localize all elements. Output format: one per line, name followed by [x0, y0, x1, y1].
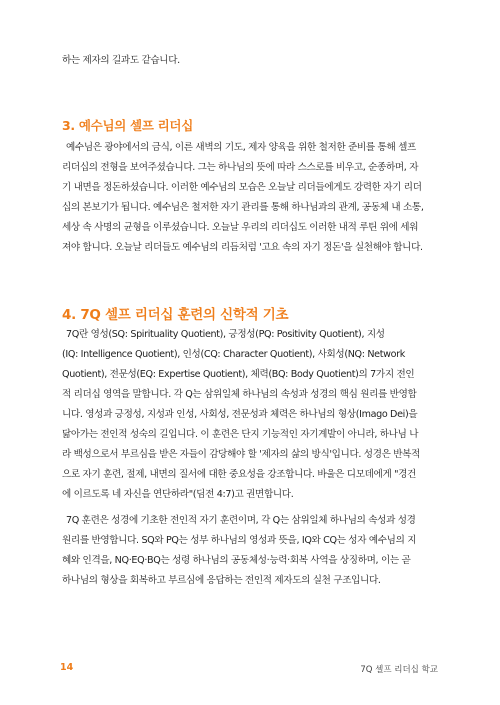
paragraph-line: (IQ: Intelligence Quotient), 인성(CQ: Character Quotient), 사회성(NQ: Network	[62, 349, 405, 360]
paragraph-line: 십의 본보기가 됩니다. 예수님은 철저한 자기 관리를 통해 하나님과의 관계, 공동체 내 소통,	[62, 202, 424, 213]
paragraph-line: 져야 합니다. 오늘날 리더들도 예수님의 리듬처럼 '고요 속의 자기 정돈'을 실천해야 합니다.	[62, 242, 423, 253]
paragraph-line: 에 이르도록 네 자신을 연단하라"(딤전 4:7)고 권면합니다.	[62, 489, 294, 500]
paragraph-line: 하나님의 형상을 회복하고 부르심에 응답하는 전인적 제자도의 실천 구조입니다.	[62, 575, 381, 586]
paragraph-line: 니다. 영성과 긍정성, 지성과 인성, 사회성, 전문성과 체력은 하나님의 형상(Imago Dei)을	[62, 409, 418, 420]
section-3-heading: 3. 예수님의 셀프 리더십	[62, 118, 193, 133]
paragraph-line: 7Q 훈련은 성경에 기초한 전인적 자기 훈련이며, 각 Q는 삼위일체 하나님의 속성과 성경	[66, 515, 416, 526]
section-4-heading: 4. 7Q 셀프 리더십 훈련의 신학적 기초	[62, 307, 289, 323]
top-text-line: 하는 제자의 길과도 같습니다.	[62, 55, 180, 66]
paragraph-line: 으로 자기 훈련, 절제, 내면의 질서에 대한 중요성을 강조합니다. 바울은 디모데에게 "경건	[62, 469, 416, 480]
paragraph-line: 리더십의 전형을 보여주셨습니다. 그는 하나님의 뜻에 따라 스스로를 비우고, 순종하며, 자	[62, 162, 419, 173]
page-number: 14	[60, 662, 74, 673]
paragraph-line: 적 리더십 영역을 말합니다. 각 Q는 삼위일체 하나님의 속성과 성경의 핵심 원리를 반영합	[62, 389, 417, 400]
paragraph-line: 예수님은 광야에서의 금식, 이른 새벽의 기도, 제자 양육을 위한 철저한 준비를 통해 셀프	[66, 142, 416, 153]
paragraph-line: Quotient), 전문성(EQ: Expertise Quotient), 체력(BQ: Body Quotient)의 7가지 전인	[62, 369, 415, 380]
paragraph-line: 7Q란 영성(SQ: Spirituality Quotient), 긍정성(PQ: Positivity Quotient), 지성	[66, 329, 385, 340]
paragraph-line: 닮아가는 전인적 성숙의 길입니다. 이 훈련은 단지 기능적인 자기계발이 아니라, 하나님 나	[62, 429, 419, 440]
running-footer-title: 7Q 셀프 리더십 학교	[360, 665, 438, 675]
paragraph-line: 라 백성으로서 부르심을 받은 자들이 감당해야 할 '제자의 삶의 방식'입니다. 성경은 반복적	[62, 449, 421, 460]
paragraph-line: 원리를 반영합니다. SQ와 PQ는 성부 하나님의 영성과 뜻을, IQ와 CQ는 성자 예수님의 지	[62, 535, 417, 546]
paragraph-line: 기 내면을 정돈하셨습니다. 이러한 예수님의 모습은 오늘날 리더들에게도 강력한 자기 리더	[62, 182, 422, 193]
paragraph-line: 세상 속 사명의 균형을 이루셨습니다. 오늘날 우리의 리더십도 이러한 내적 루틴 위에 세워	[62, 222, 419, 233]
paragraph-line: 혜와 인격을, NQ·EQ·BQ는 성령 하나님의 공동체성·능력·회복 사역을 상징하며, 이는 곧	[62, 555, 411, 566]
